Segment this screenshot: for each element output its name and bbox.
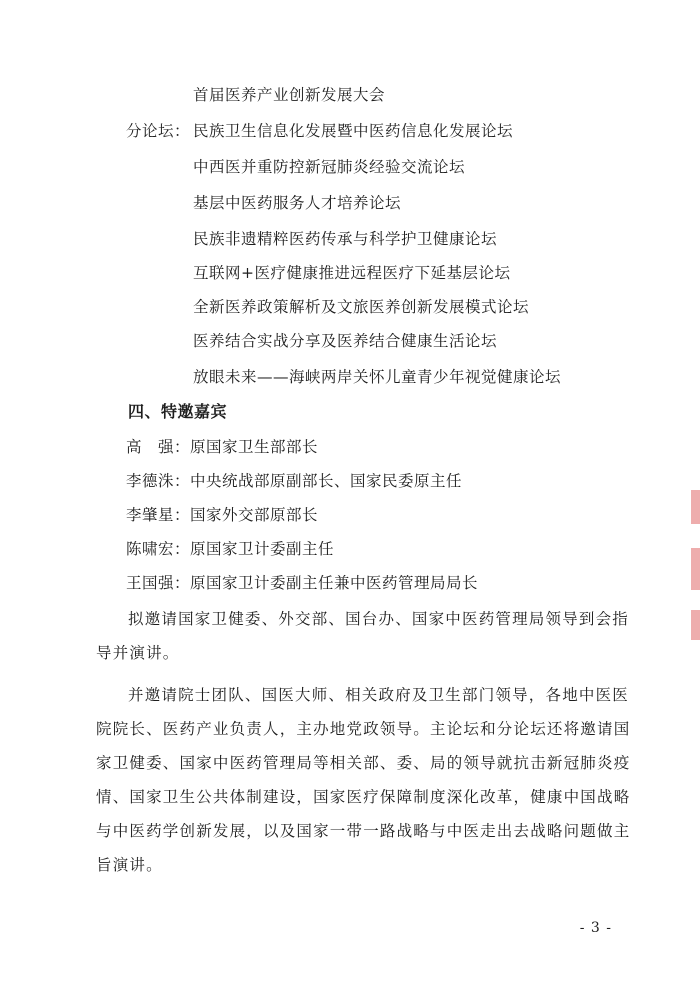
paragraph-line: 并邀请院士团队、国医大师、相关政府及卫生部门领导，各地中医医 bbox=[128, 686, 630, 704]
paragraph-line: 旨演讲。 bbox=[96, 856, 163, 874]
sub-forum-item: 民族非遗精粹医药传承与科学护卫健康论坛 bbox=[193, 230, 498, 248]
section-heading-guests: 四、特邀嘉宾 bbox=[128, 402, 228, 421]
paragraph-line: 院院长、医药产业负责人，主办地党政领导。主论坛和分论坛还将邀请国 bbox=[96, 720, 631, 738]
guest-item: 高 强：原国家卫生部部长 bbox=[126, 438, 319, 456]
paragraph-line: 与中医药学创新发展，以及国家一带一路战略与中医走出去战略问题做主 bbox=[96, 822, 631, 840]
sub-forum-item: 医养结合实战分享及医养结合健康生活论坛 bbox=[193, 332, 498, 350]
sub-forum-item: 民族卫生信息化发展暨中医药信息化发展论坛 bbox=[193, 122, 514, 140]
seal-edge-mark bbox=[691, 610, 700, 640]
sub-forum-item: 基层中医药服务人才培养论坛 bbox=[193, 194, 402, 212]
sub-forums-label: 分论坛： bbox=[126, 122, 191, 140]
seal-edge-mark bbox=[691, 548, 700, 590]
guest-item: 陈啸宏：原国家卫计委副主任 bbox=[126, 540, 335, 558]
paragraph-line: 家卫健委、国家中医药管理局等相关部、委、局的领导就抗击新冠肺炎疫 bbox=[96, 754, 631, 772]
sub-forum-item: 中西医并重防控新冠肺炎经验交流论坛 bbox=[193, 158, 466, 176]
guest-item: 王国强：原国家卫计委副主任兼中医药管理局局长 bbox=[126, 574, 479, 592]
sub-forum-item: 放眼未来——海峡两岸关怀儿童青少年视觉健康论坛 bbox=[193, 368, 562, 386]
paragraph-line: 导并演讲。 bbox=[96, 644, 180, 662]
main-forum-title: 首届医养产业创新发展大会 bbox=[193, 86, 386, 104]
sub-forum-item: 全新医养政策解析及文旅医养创新发展模式论坛 bbox=[193, 298, 530, 316]
paragraph-line: 情、国家卫生公共体制建设，国家医疗保障制度深化改革，健康中国战略 bbox=[96, 788, 631, 806]
paragraph-line: 拟邀请国家卫健委、外交部、国台办、国家中医药管理局领导到会指 bbox=[128, 610, 630, 628]
seal-edge-mark bbox=[691, 490, 700, 524]
page-number: - 3 - bbox=[579, 920, 612, 936]
guest-item: 李德洙：中央统战部原副部长、国家民委原主任 bbox=[126, 472, 463, 490]
guest-item: 李肇星：国家外交部原部长 bbox=[126, 506, 319, 524]
sub-forum-item: 互联网+医疗健康推进远程医疗下延基层论坛 bbox=[193, 264, 511, 282]
